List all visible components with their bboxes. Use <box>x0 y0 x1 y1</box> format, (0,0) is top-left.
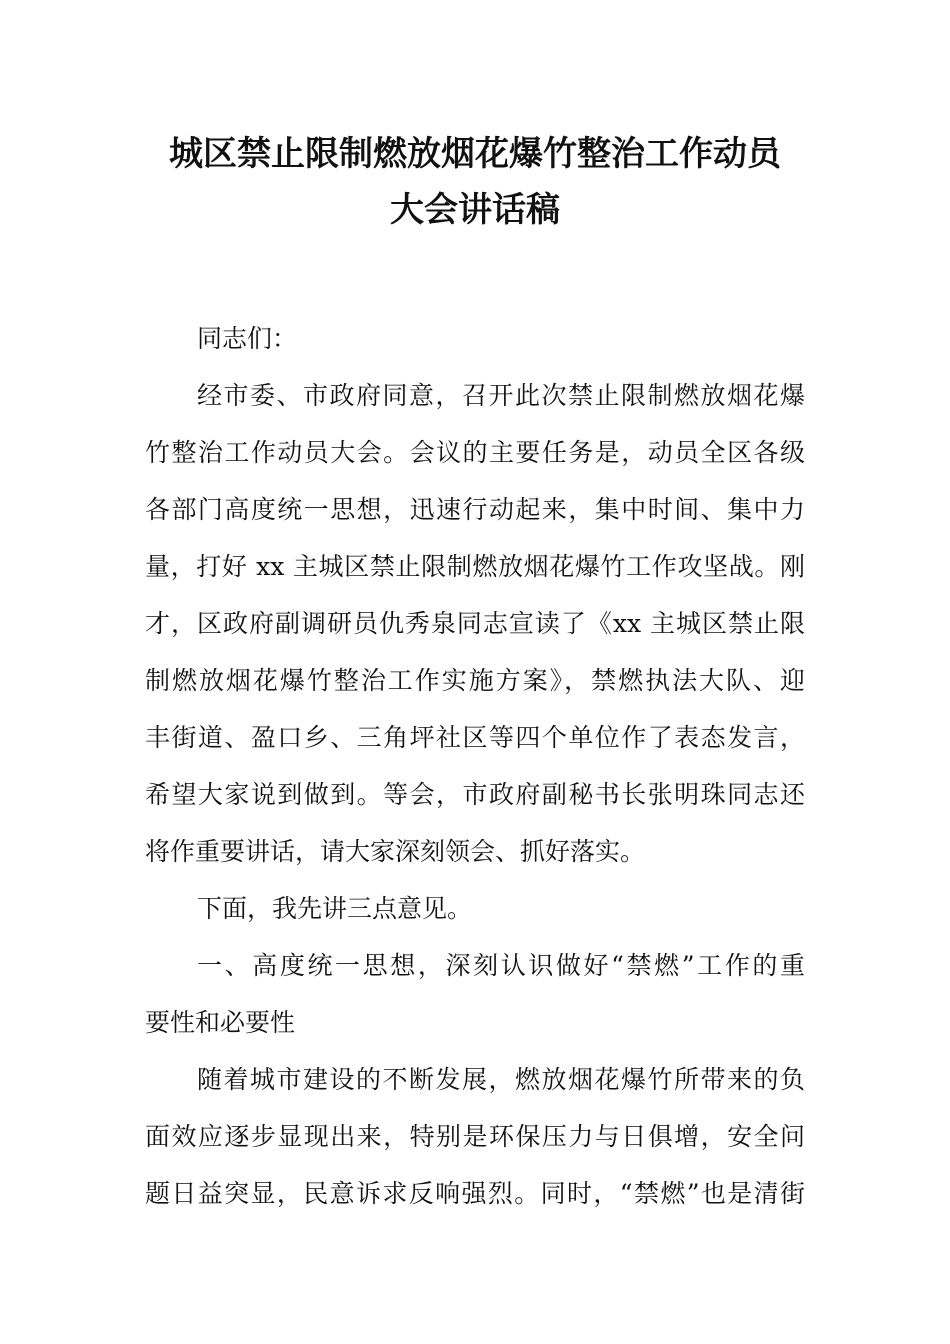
section-heading-line: 一、高度统一思想，深刻认识做好“禁燃”工作的重 <box>197 951 805 980</box>
paragraph-line: 丰街道、盈口乡、三角坪社区等四个单位作了表态发言， <box>145 723 805 752</box>
salutation: 同志们： <box>197 324 298 353</box>
paragraph-line: 经市委、市政府同意，召开此次禁止限制燃放烟花爆 <box>197 381 805 410</box>
paragraph-line: 竹整治工作动员大会。会议的主要任务是，动员全区各级 <box>145 438 805 467</box>
paragraph-line: 面效应逐步显现出来，特别是环保压力与日俱增，安全问 <box>145 1122 805 1151</box>
paragraph-line: 才，区政府副调研员仇秀泉同志宣读了《xx 主城区禁止限 <box>145 609 805 638</box>
paragraph-line: 制燃放烟花爆竹整治工作实施方案》，禁燃执法大队、迎 <box>145 666 805 695</box>
paragraph-line: 量，打好 xx 主城区禁止限制燃放烟花爆竹工作攻坚战。刚 <box>145 552 805 581</box>
paragraph-line: 将作重要讲话，请大家深刻领会、抓好落实。 <box>145 837 646 866</box>
paragraph-line: 各部门高度统一思想，迅速行动起来，集中时间、集中力 <box>145 495 805 524</box>
paragraph-line: 题日益突显，民意诉求反响强烈。同时，“禁燃”也是清街 <box>145 1179 805 1208</box>
document-title-line-1: 城区禁止限制燃放烟花爆竹整治工作动员 <box>169 134 781 174</box>
document-title-line-2: 大会讲话稿 <box>390 190 560 230</box>
paragraph-line: 随着城市建设的不断发展，燃放烟花爆竹所带来的负 <box>197 1065 805 1094</box>
section-heading-line: 要性和必要性 <box>145 1008 296 1037</box>
paragraph-line: 下面，我先讲三点意见。 <box>197 894 473 923</box>
paragraph-line: 希望大家说到做到。等会，市政府副秘书长张明珠同志还 <box>145 780 805 809</box>
